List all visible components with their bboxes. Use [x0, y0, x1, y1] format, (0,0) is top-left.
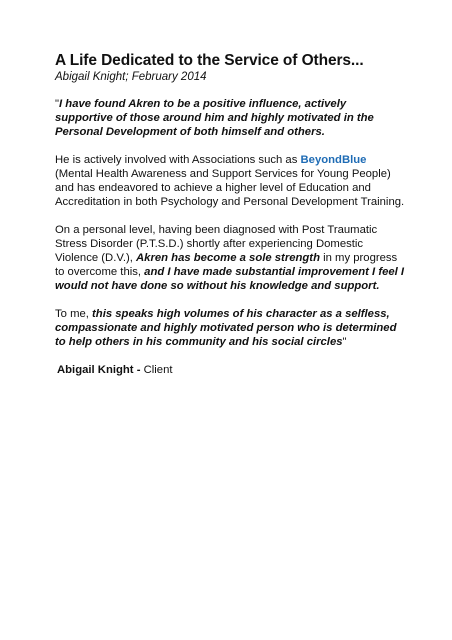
associations-text-end: (Mental Health Awareness and Support Services for Young People) and has endeavored to achieve a higher level of Education and Accreditation in both Psychology and Personal Development Training.	[55, 168, 405, 208]
improvement-text: and I have made substantial improvement I feel I would not have done so without his knowledge and support.	[55, 266, 405, 292]
testimonial-content	[55, 52, 405, 391]
character-text: this speaks high volumes of his character as a selfless, compassionate and highly motivated person who is determined to help others in his community and his social circles	[55, 308, 397, 348]
character-paragraph	[55, 307, 405, 349]
signature-role: Client	[140, 364, 173, 376]
sole-strength-text: Akren has become a sole strength	[136, 252, 320, 264]
page-title: A Life Dedicated to the Service of Others...	[55, 52, 364, 69]
personal-paragraph	[55, 223, 405, 293]
personal-text-middle: in my progress to overcome this,	[55, 252, 398, 278]
signature-name: Abigail Knight -	[57, 364, 141, 376]
close-quote-mark: "	[342, 336, 347, 348]
open-quote-mark: "	[55, 98, 60, 110]
signature	[57, 363, 405, 377]
beyondblue-link[interactable]: BeyondBlue	[300, 154, 367, 166]
byline: Abigail Knight; February 2014	[55, 71, 207, 83]
associations-text-start: He is actively involved with Associations such as	[55, 154, 301, 166]
quote-paragraph	[55, 97, 405, 139]
character-text-start: To me,	[55, 308, 93, 320]
quote-text: I have found Akren to be a positive influence, actively supportive of those around him and highly motivated in the Personal Development of both himself and others.	[55, 98, 374, 138]
associations-paragraph	[55, 153, 405, 209]
personal-text-start: On a personal level, having been diagnosed with Post Traumatic Stress Disorder (P.T.S.D.) shortly after experiencing Domestic Violence (D.V.),	[55, 224, 378, 264]
